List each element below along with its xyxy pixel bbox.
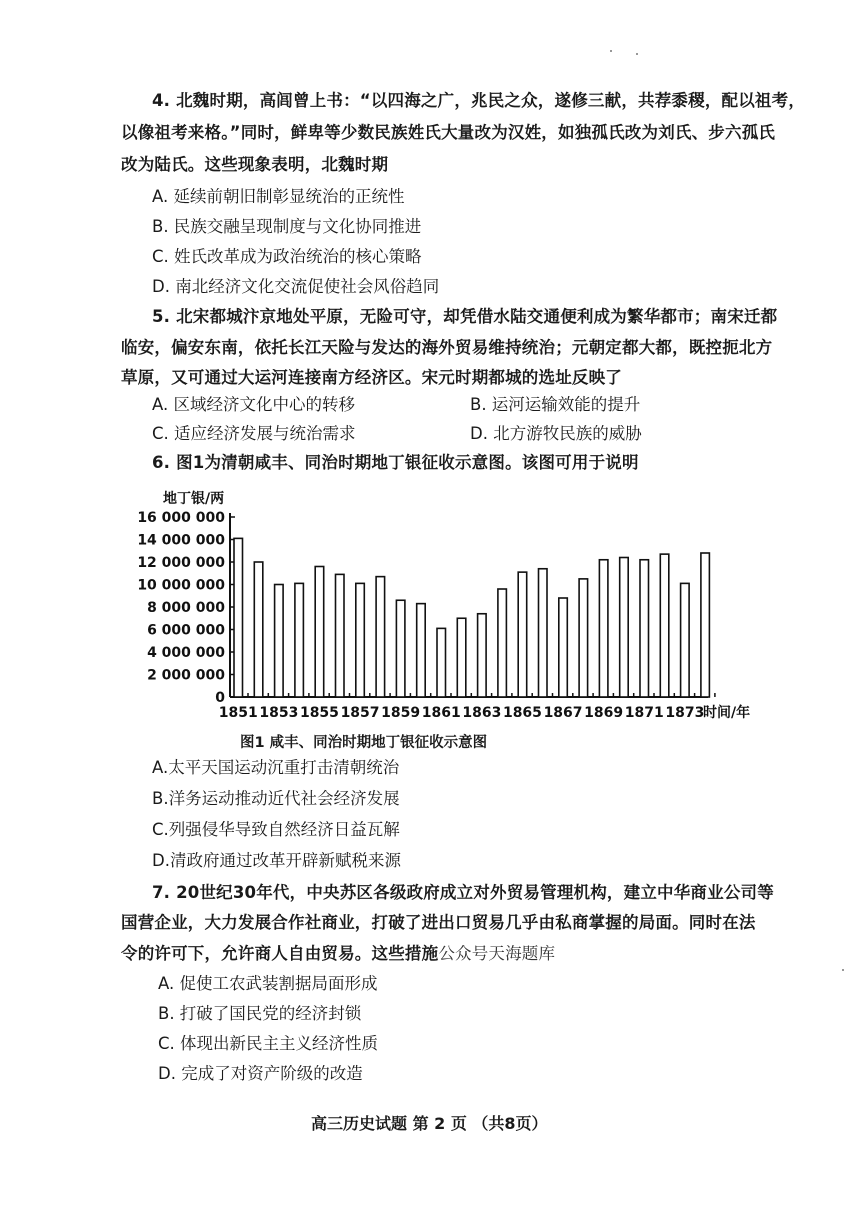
bar-1851 (234, 538, 243, 697)
bar-1857 (356, 583, 365, 697)
x-tick-label: 1857 (340, 705, 380, 721)
x-axis-label: 时间/年 (703, 705, 751, 721)
q7-option-d: D. 完成了对资产阶级的改造 (158, 1064, 363, 1083)
q5-stem-line3: 草原，又可通过大运河连接南方经济区。宋元时期都城的选址反映了 (121, 368, 622, 387)
bar-1853 (275, 585, 284, 698)
y-tick-label: 2 000 000 (147, 667, 225, 684)
q5-option-a: A. 区域经济文化中心的转移 (152, 395, 355, 414)
x-tick-label: 1867 (543, 705, 583, 721)
x-tick-label: 1869 (584, 705, 624, 721)
y-tick-label: 10 000 000 (137, 577, 225, 594)
q5-option-b: B. 运河运输效能的提升 (470, 395, 641, 414)
y-axis-label: 地丁银/两 (163, 491, 225, 507)
bar-1854 (295, 583, 304, 697)
q7-option-c: C. 体现出新民主主义经济性质 (158, 1034, 379, 1053)
q4-stem-line3: 改为陆氏。这些现象表明，北魏时期 (121, 155, 389, 174)
q5-option-c: C. 适应经济发展与统治需求 (152, 424, 356, 443)
bar-1860 (417, 604, 426, 697)
q4-option-a: A. 延续前朝旧制彰显统治的正统性 (152, 187, 405, 206)
figure-caption: 图1 咸丰、同治时期地丁银征收示意图 (240, 735, 488, 751)
q5-stem-line2: 临安，偏安东南，依托长江天险与发达的海外贸易维持统治；元朝定都大都，既控扼北方 (121, 338, 773, 357)
bar-1873 (681, 583, 690, 697)
scan-speck (610, 50, 612, 52)
x-tick-label: 1861 (421, 705, 461, 721)
bar-1862 (457, 618, 466, 697)
bar-1864 (498, 589, 507, 697)
x-tick-label: 1873 (665, 705, 705, 721)
bar-1867 (559, 598, 568, 697)
page-footer: 高三历史试题 第 2 页 （共8页） (311, 1114, 548, 1133)
q6-option-d: D.清政府通过改革开辟新赋税来源 (152, 851, 401, 870)
scan-speck (842, 969, 844, 971)
q6-option-b: B.洋务运动推动近代社会经济发展 (152, 789, 400, 808)
bar-1872 (660, 554, 669, 697)
q7-option-b: B. 打破了国民党的经济封锁 (158, 1004, 362, 1023)
x-tick-label: 1865 (502, 705, 542, 721)
y-tick-label: 0 (215, 690, 225, 706)
q7-option-a: A. 促使工农武装割据局面形成 (158, 974, 378, 993)
y-tick-label: 4 000 000 (147, 645, 225, 661)
x-tick-label: 1853 (259, 705, 299, 721)
q4-option-c: C. 姓氏改革成为政治统治的核心策略 (152, 247, 422, 266)
x-tick-label: 1855 (299, 705, 339, 721)
bar-1865 (518, 572, 527, 697)
y-tick-label: 6 000 000 (147, 622, 225, 639)
q6-stem-line1: 6. 图1为清朝咸丰、同治时期地丁银征收示意图。该图可用于说明 (152, 453, 639, 472)
bar-1852 (254, 562, 262, 697)
y-tick-label: 8 000 000 (147, 600, 225, 616)
q7-stem-line2: 国营企业，大力发展合作社商业，打破了进出口贸易几乎由私商掌握的局面。同时在法 (121, 913, 756, 932)
q7-stem-line3 (121, 943, 555, 965)
bar-1859 (396, 600, 405, 697)
bar-1871 (640, 560, 649, 697)
q5-stem-line1: 5. 北宋都城汴京地处平原，无险可守，却凭借水陆交通便利成为繁华都市；南宋迁都 (152, 307, 778, 326)
q4-stem-line2: 以像祖考来格。”同时，鲜卑等少数民族姓氏大量改为汉姓，如独孤氏改为刘氏、步六孤氏 (121, 123, 776, 142)
q5-option-d: D. 北方游牧民族的威胁 (470, 424, 642, 443)
bar-1869 (599, 560, 608, 697)
y-tick-label: 14 000 000 (137, 532, 225, 549)
bar-1868 (579, 579, 588, 697)
bar-1863 (478, 614, 487, 697)
y-tick-label: 16 000 000 (137, 510, 225, 526)
bar-1856 (336, 574, 345, 697)
bar-1855 (315, 567, 324, 698)
x-tick-label: 1871 (624, 705, 664, 721)
scan-speck (636, 53, 638, 55)
watermark-text: 公众号天海题库 (438, 944, 556, 963)
x-tick-label: 1863 (462, 705, 502, 721)
q4-option-d: D. 南北经济文化交流促使社会风俗趋同 (152, 277, 440, 296)
q4-stem-line1: 4. 北魏时期，高闾曾上书：“以四海之广，兆民之众，遂修三献，共荐黍稷，配以祖考， (152, 91, 806, 110)
q4-option-b: B. 民族交融呈现制度与文化协同推进 (152, 217, 422, 236)
y-tick-label: 12 000 000 (137, 555, 225, 571)
q7-stem-line1: 7. 20世纪30年代，中央苏区各级政府成立对外贸易管理机构，建立中华商业公司等 (152, 883, 774, 902)
x-tick-label: 1859 (381, 705, 421, 721)
x-tick-label: 1851 (218, 705, 258, 721)
bar-1874 (701, 553, 710, 697)
bar-1866 (539, 569, 548, 697)
bar-1861 (437, 628, 446, 697)
q6-option-c: C.列强侵华导致自然经济日益瓦解 (152, 820, 400, 839)
bar-1870 (620, 558, 629, 698)
q6-option-a: A.太平天国运动沉重打击清朝统治 (152, 758, 400, 777)
bar-1858 (376, 577, 385, 697)
q7-stem-line3-text: 令的许可下，允许商人自由贸易。这些措施 (121, 944, 439, 963)
